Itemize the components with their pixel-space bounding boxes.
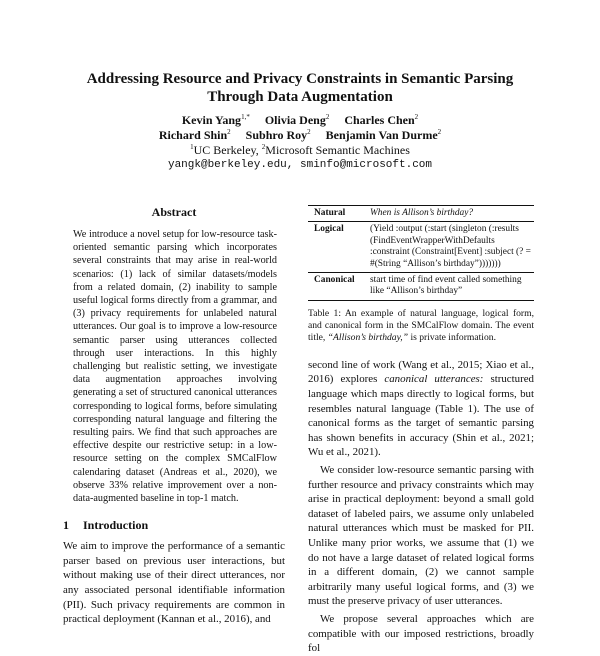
table-row (308, 206, 534, 222)
paper-title (60, 70, 540, 106)
author-affiliation-mark: 2 (437, 128, 442, 136)
caption-text: is private information. (408, 331, 496, 343)
body-paragraph: We propose several approaches which are compatible with our imposed restrictions, broadly fol (308, 612, 534, 655)
author-row-2 (60, 128, 540, 143)
affiliation-1: UC Berkeley, (193, 143, 262, 157)
right-column (308, 205, 534, 656)
table-1 (308, 205, 534, 301)
body-paragraph (308, 358, 534, 460)
abstract-text: We introduce a novel setup for low-resource task-oriented semantic parsing which incorporates several constraints that may arise in real-world scenarios: (1) lack of similar datasets/models from a related domain, (2) inability to sample useful logical forms directly from a grammar, and (3) privacy requirements for unlabeled natural utterances. Our goal is to improve a low-resource semantic parser using utterances collected through user interactions. In this highly challenging but realistic setting, we investigate data augmentation approaches involving generating a set of structured canonical utterances corresponding to logical forms, before simulating corresponding natural language and filtering the resulting pairs. We find that such approaches are effective despite our restrictive setup: in a low-resource setting on the complex SMCalFlow calendaring dataset (Andreas et al., 2020), we observe 33% relative improvement over a non-data-augmented baseline in top-1 match. (73, 229, 277, 505)
table-row-label: Logical (308, 222, 367, 273)
left-column (63, 205, 285, 627)
section-title: Introduction (83, 518, 149, 533)
introduction-paragraph: We aim to improve the performance of a semantic parser based on previous user interactions, but without making use of their direct utterances, nor any associated personal identifiable information (PII). Such privacy requirements are common in practical deployment (Kannan et al., 2016), and (63, 540, 285, 626)
body-paragraph: We consider low-resource semantic parsing with further resource and privacy constraints which may arise in practical deployment: beyond a small gold dataset of labeled pairs, we assume only unlabeled natural utterances which must be masked for PII. Unlike many prior works, we assume that (1) we do not have a large dataset of related logical forms in a different domain, (2) we cannot sample arbitrarily many useful logical forms, and (3) we must the preserve privacy of user utterances. (308, 464, 534, 608)
section-number: 1 (63, 518, 69, 533)
paragraph-text: structured language which maps directly to logical forms, but resembles natural language (Table 1). The use of canonical forms as the target of semantic parsing has shown benefits in accuracy (Shin et al., 2021; Wu et al., 2021). (308, 373, 534, 459)
paragraph-text: second line of work (Wang et al., 2015; Xiao et al., 2016) explores (308, 358, 534, 386)
affiliation-mark: 1 (190, 143, 194, 151)
author-name: Kevin Yang (181, 113, 242, 127)
section-heading-introduction (63, 518, 285, 533)
table-row-value: (Yield :output (:start (singleton (:results (FindEventWrapperWithDefaults :constraint (Constraint[Event] :subject (? = #(String “Allison’s birthday”))))))) (367, 222, 534, 273)
table-row (308, 273, 534, 301)
affiliation-mark: 2 (261, 143, 266, 151)
author-affiliation-mark: 2 (325, 113, 330, 121)
table-row-value: start time of find event called something like “Allison’s birthday” (367, 273, 534, 301)
table-row-value: When is Allison’s birthday? (367, 206, 534, 222)
table-row-label: Canonical (308, 273, 367, 301)
abstract-heading: Abstract (151, 205, 197, 219)
title-line-1: Addressing Resource and Privacy Constraints in Semantic Parsing (86, 71, 514, 87)
author-name: Benjamin Van Durme (325, 128, 438, 142)
author-affiliation-mark: 1,* (241, 113, 250, 121)
author-name: Subhro Roy (245, 128, 308, 142)
author-affiliation-mark: 2 (414, 113, 419, 121)
author-block (60, 113, 540, 173)
author-affiliation-mark: 2 (307, 128, 311, 136)
author-name: Olivia Deng (264, 113, 326, 127)
author-affiliation-mark: 2 (227, 128, 231, 136)
affiliations (60, 143, 540, 158)
table-row-label: Natural (308, 206, 367, 222)
author-row-1 (60, 113, 540, 128)
author-emails: yangk@berkeley.edu, sminfo@microsoft.com (167, 159, 433, 171)
author-name: Charles Chen (344, 113, 415, 127)
caption-emphasis: “Allison’s birthday,” (327, 331, 409, 343)
caption-text: Table 1: An example of natural language, logical form, and canonical form in the SMCalFlow domain. The event title, (308, 307, 534, 343)
paragraph-emphasis: canonical utterances: (384, 373, 484, 386)
table-1-caption (308, 308, 534, 344)
affiliation-2: Microsoft Semantic Machines (265, 143, 410, 157)
title-line-2: Through Data Augmentation (207, 89, 393, 105)
table-row (308, 222, 534, 273)
author-name: Richard Shin (158, 128, 228, 142)
